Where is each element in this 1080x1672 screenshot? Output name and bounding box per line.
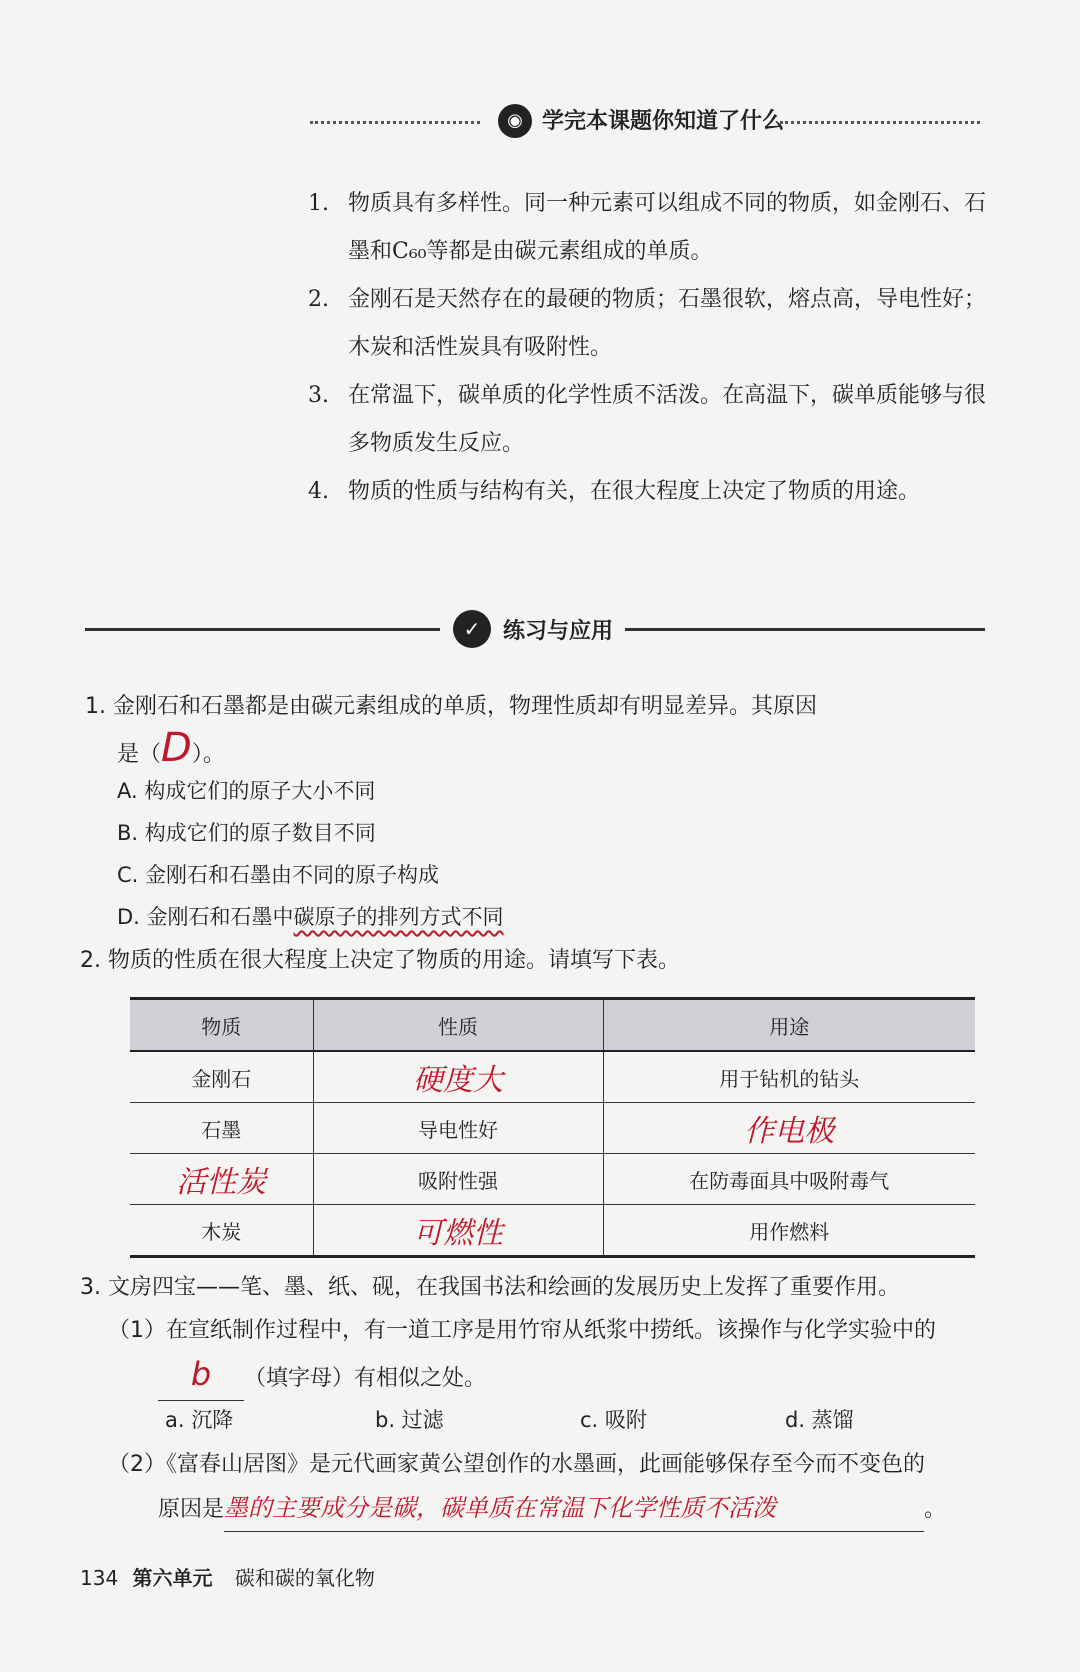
q3-part1-line1 bbox=[108, 1310, 936, 1352]
cell-substance: 木炭 bbox=[130, 1205, 313, 1257]
q3-number: 3. bbox=[80, 1275, 101, 1300]
option-d-text: D. 金刚石和石墨中 bbox=[117, 905, 294, 929]
cell-substance-handwritten: 活性炭 bbox=[130, 1154, 313, 1205]
item-text: 金刚石是天然存在的最硬的物质；石墨很软，熔点高，导电性好；木炭和活性炭具有吸附性。 bbox=[348, 287, 987, 360]
cell-property: 导电性好 bbox=[313, 1103, 603, 1154]
q1-option-b: B. 构成它们的原子数目不同 bbox=[117, 821, 376, 845]
page-number: 134 bbox=[80, 1566, 119, 1590]
cell-property-handwritten: 可燃性 bbox=[313, 1205, 603, 1257]
q3-choice-a: a. 沉降 bbox=[165, 1408, 234, 1432]
q3-choice-c: c. 吸附 bbox=[580, 1408, 647, 1432]
q1-text: 金刚石和石墨都是由碳元素组成的单质，物理性质却有明显差异。其原因 bbox=[113, 694, 818, 719]
header-property: 性质 bbox=[313, 999, 603, 1052]
q3-part1-handwritten-answer: b bbox=[190, 1355, 212, 1393]
divider-right bbox=[625, 628, 985, 631]
q3-part1-label: （1） bbox=[108, 1318, 166, 1343]
q3-part2-line2 bbox=[158, 1487, 946, 1532]
pencil-check-icon: ✓ bbox=[453, 610, 491, 648]
cell-property: 吸附性强 bbox=[313, 1154, 603, 1205]
q1-line2 bbox=[117, 727, 225, 776]
unit-label: 第六单元 bbox=[132, 1566, 213, 1590]
q1-option-a: A. 构成它们的原子大小不同 bbox=[117, 779, 376, 803]
item-number: 2. bbox=[308, 287, 329, 312]
q3-part2-label: （2） bbox=[108, 1452, 166, 1477]
header-use: 用途 bbox=[603, 999, 975, 1052]
table-row bbox=[130, 1154, 975, 1205]
q2-text: 物质的性质在很大程度上决定了物质的用途。请填写下表。 bbox=[108, 948, 681, 973]
item-number: 4. bbox=[308, 479, 329, 504]
q3-choice-b: b. 过滤 bbox=[375, 1408, 444, 1432]
summary-header bbox=[310, 100, 980, 140]
q3-part1-text: 在宣纸制作过程中，有一道工序是用竹帘从纸浆中捞纸。该操作与化学实验中的 bbox=[166, 1318, 937, 1343]
header-substance: 物质 bbox=[130, 999, 313, 1052]
q1-prefix: 是（ bbox=[117, 742, 162, 767]
summary-list bbox=[308, 180, 988, 516]
q1-option-c: C. 金刚石和石墨由不同的原子构成 bbox=[117, 863, 440, 887]
q2-prompt bbox=[80, 940, 680, 982]
dotted-divider-left bbox=[310, 121, 480, 124]
cell-use-handwritten: 作电极 bbox=[603, 1103, 975, 1154]
summary-item bbox=[308, 372, 988, 468]
q3-part1-blank bbox=[158, 1353, 244, 1401]
page-footer bbox=[80, 1562, 375, 1591]
q1-handwritten-answer: D bbox=[161, 725, 192, 771]
item-text: 物质具有多样性。同一种元素可以组成不同的物质，如金刚石、石墨和C₆₀等都是由碳元素组成的单质。 bbox=[348, 191, 987, 264]
q2-number: 2. bbox=[80, 948, 101, 973]
q1-suffix: ）。 bbox=[191, 742, 225, 767]
unit-title: 碳和碳的氧化物 bbox=[234, 1566, 375, 1590]
q3-part2-handwritten-answer: 墨的主要成分是碳，碳单质在常温下化学性质不活泼 bbox=[224, 1494, 777, 1522]
summary-item bbox=[308, 468, 988, 516]
q3-part2-blank bbox=[224, 1487, 924, 1532]
summary-item bbox=[308, 276, 988, 372]
cell-property-handwritten: 硬度大 bbox=[313, 1051, 603, 1103]
cell-substance: 石墨 bbox=[130, 1103, 313, 1154]
item-text: 在常温下，碳单质的化学性质不活泼。在高温下，碳单质能够与很多物质发生反应。 bbox=[348, 383, 987, 456]
q1-number: 1. bbox=[85, 694, 106, 719]
q3-part2-prefix: 原因是 bbox=[158, 1497, 225, 1522]
summary-icon: ◉ bbox=[498, 104, 532, 138]
q3-part1-suffix: （填字母）有相似之处。 bbox=[244, 1366, 487, 1391]
cell-use: 用于钻机的钻头 bbox=[603, 1051, 975, 1103]
q1-line1 bbox=[85, 686, 817, 728]
q1-option-d bbox=[117, 897, 504, 937]
summary-item bbox=[308, 180, 988, 276]
cell-substance: 金刚石 bbox=[130, 1051, 313, 1103]
cell-use: 在防毒面具中吸附毒气 bbox=[603, 1154, 975, 1205]
table-row bbox=[130, 1103, 975, 1154]
q3-part2-text: 《富春山居图》是元代画家黄公望创作的水墨画，此画能够保存至今而不变色的 bbox=[166, 1452, 926, 1477]
item-number: 3. bbox=[308, 383, 329, 408]
divider-left bbox=[85, 628, 440, 631]
q3-prompt bbox=[80, 1267, 900, 1309]
option-d-underlined: 碳原子的排列方式不同 bbox=[293, 905, 504, 929]
q3-text: 文房四宝——笔、墨、纸、砚，在我国书法和绘画的发展历史上发挥了重要作用。 bbox=[108, 1275, 901, 1300]
cell-use: 用作燃料 bbox=[603, 1205, 975, 1257]
q3-part2-end: 。 bbox=[924, 1497, 947, 1522]
q3-part1-line2 bbox=[158, 1353, 486, 1401]
exercise-title: 练习与应用 bbox=[503, 619, 614, 644]
q3-choice-d: d. 蒸馏 bbox=[785, 1408, 854, 1432]
item-text: 物质的性质与结构有关，在很大程度上决定了物质的用途。 bbox=[348, 479, 921, 504]
table-header-row bbox=[130, 999, 975, 1052]
table-row bbox=[130, 1205, 975, 1257]
table-row bbox=[130, 1051, 975, 1103]
q3-part2-line1 bbox=[108, 1444, 925, 1486]
summary-title: 学完本课题你知道了什么 bbox=[542, 109, 785, 134]
item-number: 1. bbox=[308, 191, 329, 216]
dotted-divider-right bbox=[780, 121, 980, 124]
properties-table bbox=[130, 997, 975, 1258]
exercise-header bbox=[85, 606, 985, 652]
